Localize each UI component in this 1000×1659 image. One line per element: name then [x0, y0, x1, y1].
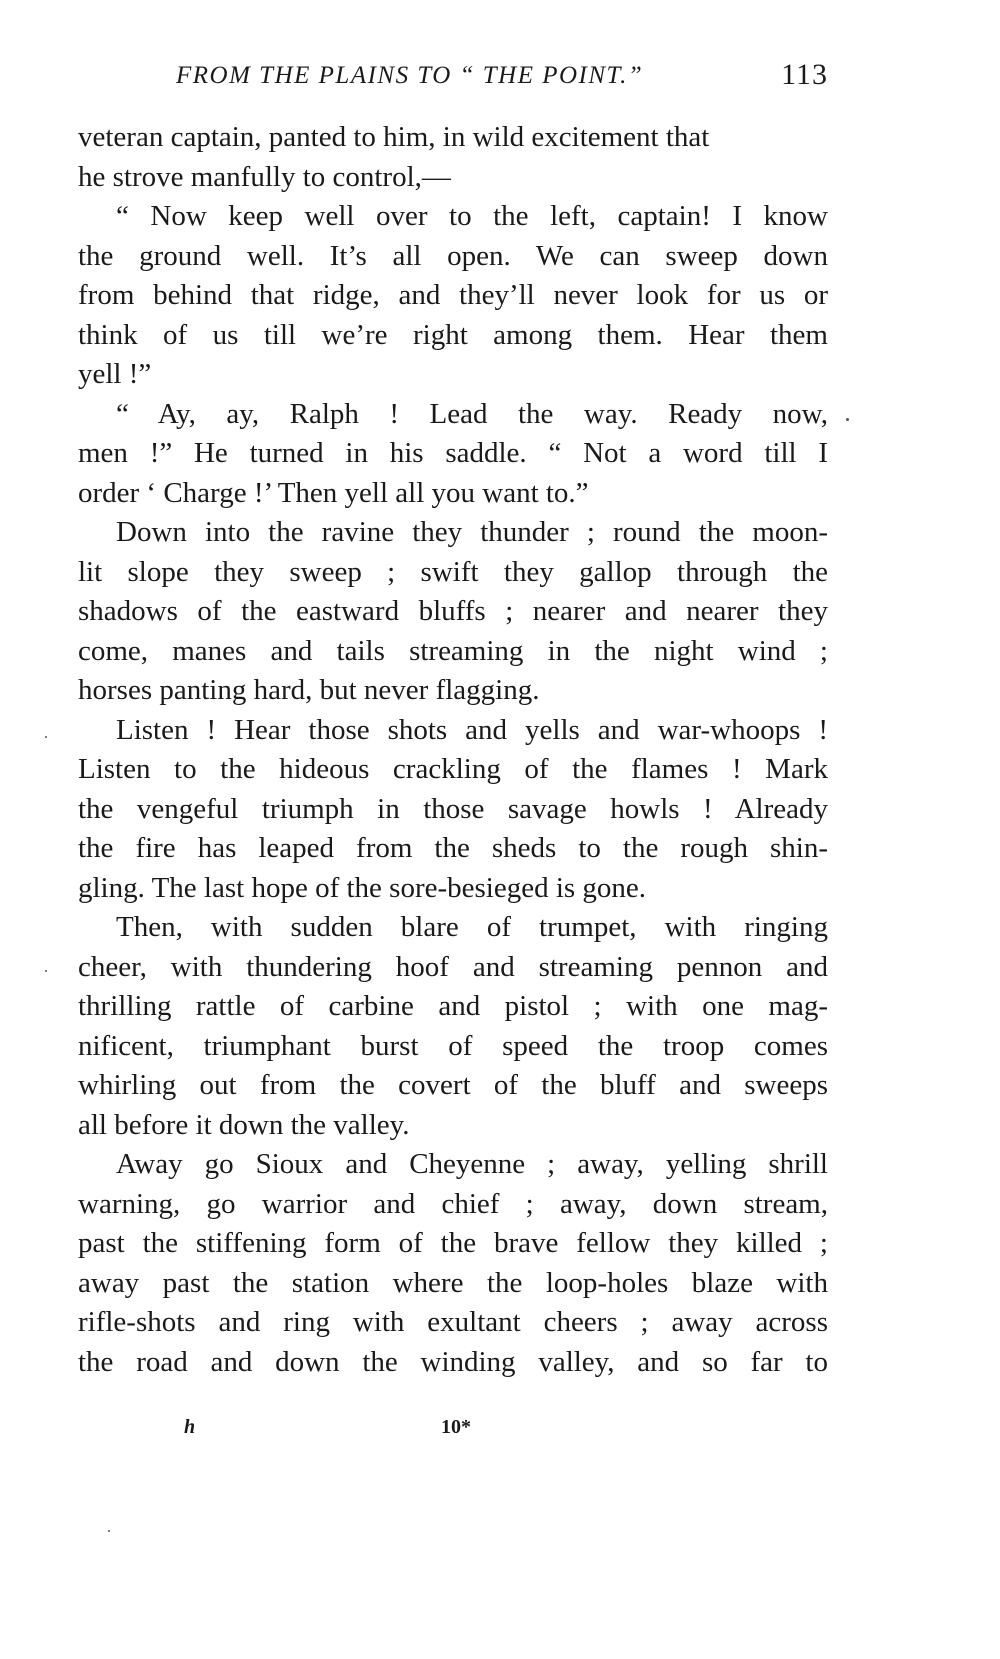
text-line: warning, go warrior and chief ; away, down stream,	[78, 1187, 828, 1220]
text-line: Away go Sioux and Cheyenne ; away, yelling shrill	[116, 1148, 828, 1180]
text-line: “ Ay, ay, Ralph ! Lead the way. Ready now,	[116, 397, 828, 430]
paragraph	[78, 711, 828, 909]
paragraph	[78, 118, 828, 197]
running-head: FROM THE PLAINS TO “ THE POINT.”	[176, 62, 644, 89]
text-line: Down into the ravine they thunder ; round the moon-	[116, 516, 828, 548]
text-line: lit slope they sweep ; swift they gallop through the	[78, 555, 828, 588]
text-line: Listen to the hideous crackling of the flames ! Mark	[78, 753, 828, 785]
paragraph	[78, 1145, 828, 1382]
text-line: Then, with sudden blare of trumpet, with ringing	[116, 911, 828, 943]
print-speck	[45, 970, 47, 972]
paragraph	[78, 395, 828, 514]
text-line: all before it down the valley.	[78, 1108, 410, 1141]
text-line: from behind that ridge, and they’ll never look for us or	[78, 279, 828, 311]
text-line: nificent, triumphant burst of speed the troop comes	[78, 1029, 828, 1062]
body-text	[78, 118, 828, 1382]
text-line: men !” He turned in his saddle. “ Not a word till I	[78, 437, 828, 469]
paragraph	[78, 908, 828, 1145]
print-speck	[846, 418, 849, 421]
text-line: rifle-shots and ring with exultant cheers ; away across	[78, 1306, 828, 1338]
text-line: think of us till we’re right among them. Hear them	[78, 318, 828, 351]
text-line: whirling out from the covert of the bluff and sweeps	[78, 1069, 828, 1101]
text-line: away past the station where the loop-holes blaze with	[78, 1266, 828, 1299]
paragraph	[78, 197, 828, 395]
text-line: gling. The last hope of the sore-besieged is gone.	[78, 871, 647, 904]
text-line: veteran captain, panted to him, in wild excitement that	[78, 121, 710, 153]
text-line: shadows of the eastward bluffs ; nearer and nearer they	[78, 595, 828, 627]
text-line: he strove manfully to control,—	[78, 160, 451, 193]
print-speck	[45, 736, 47, 738]
print-speck	[108, 1530, 110, 1532]
page-header	[78, 58, 828, 98]
signature-mark: h	[184, 1416, 196, 1438]
text-line: the ground well. It’s all open. We can sweep down	[78, 239, 828, 272]
page-number: 113	[781, 58, 828, 91]
text-line: the vengeful triumph in those savage howls ! Already	[78, 792, 828, 825]
text-line: the road and down the winding valley, and so far to	[78, 1345, 828, 1378]
page-footer	[0, 1416, 1000, 1456]
text-line: order ‘ Charge !’ Then yell all you want to.”	[78, 476, 589, 509]
text-line: yell !”	[78, 358, 152, 390]
paragraph	[78, 513, 828, 711]
text-line: “ Now keep well over to the left, captain! I know	[116, 200, 828, 232]
text-line: horses panting hard, but never flagging.	[78, 674, 540, 706]
text-line: Listen ! Hear those shots and yells and war-whoops !	[116, 713, 828, 746]
text-line: cheer, with thundering hoof and streaming pennon and	[78, 950, 828, 983]
text-line: past the stiffening form of the brave fellow they killed ;	[78, 1227, 828, 1259]
text-line: come, manes and tails streaming in the night wind ;	[78, 634, 828, 667]
sheet-number: 10*	[441, 1416, 471, 1438]
text-line: thrilling rattle of carbine and pistol ; with one mag-	[78, 990, 828, 1022]
text-line: the fire has leaped from the sheds to the rough shin-	[78, 832, 828, 864]
